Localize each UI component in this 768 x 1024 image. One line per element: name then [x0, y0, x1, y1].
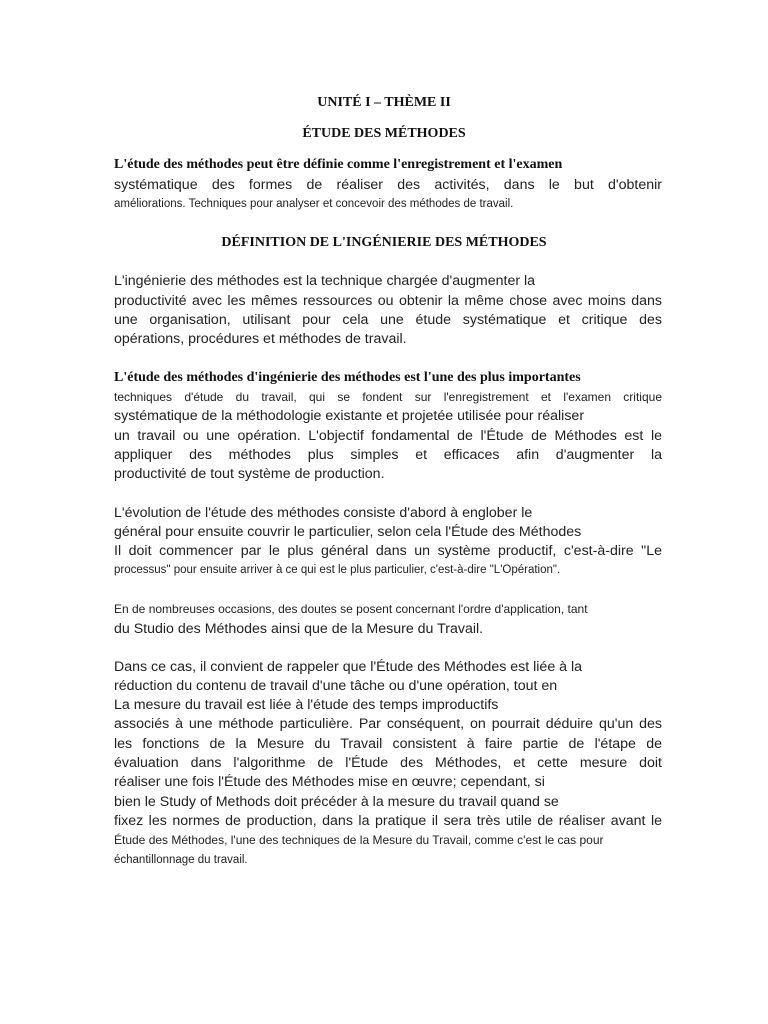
- paragraph-line: L'ingénierie des méthodes est la technique chargée d'augmenter la: [114, 273, 536, 289]
- unit-title: UNITÉ I – THÈME II: [317, 95, 451, 110]
- paragraph-line: La mesure du travail est liée à l'étude des temps improductifs: [114, 697, 499, 713]
- paragraph-line: techniques d'étude du travail, qui se fondent sur l'enregistrement et l'examen critique: [114, 390, 662, 404]
- paragraph-line: L'étude des méthodes d'ingénierie des méthodes est l'une des plus importantes: [114, 370, 581, 385]
- paragraph-line: L'évolution de l'étude des méthodes consiste d'abord à englober le: [114, 505, 533, 521]
- paragraph-line: opérations, procédures et méthodes de travail.: [114, 331, 407, 347]
- paragraph-line: Il doit commencer par le plus général dans un système productif, c'est-à-dire "Le: [114, 543, 662, 559]
- paragraph-line: bien le Study of Methods doit précéder à la mesure du travail quand se: [114, 794, 559, 810]
- paragraph-line: général pour ensuite couvrir le particulier, selon cela l'Étude des Méthodes: [114, 524, 582, 540]
- paragraph-line: systématique des formes de réaliser des activités, dans le but d'obtenir: [114, 177, 662, 193]
- paragraph-line: processus" pour ensuite arriver à ce qui est le plus particulier, c'est-à-dire "L'Opération".: [114, 564, 561, 576]
- paragraph-line: du Studio des Méthodes ainsi que de la Mesure du Travail.: [114, 621, 484, 637]
- paragraph-line: Étude des Méthodes, l'une des techniques de la Mesure du Travail, comme c'est le cas pour: [114, 833, 604, 847]
- paragraph-line: En de nombreuses occasions, des doutes se posent concernant l'ordre d'application, tant: [114, 602, 588, 616]
- paragraph-line: productivité de tout système de production.: [114, 466, 385, 482]
- paragraph-line: évaluation dans l'algorithme de l'Étude des Méthodes, et cette mesure doit: [114, 755, 662, 771]
- paragraph-line: un travail ou une opération. L'objectif fondamental de l'Étude de Méthodes est le: [114, 428, 662, 444]
- paragraph-line: échantillonnage du travail.: [114, 854, 248, 866]
- paragraph-line: systématique de la méthodologie existante et projetée utilisée pour réaliser: [114, 408, 585, 424]
- paragraph-line: productivité avec les mêmes ressources ou obtenir la même chose avec moins dans: [114, 293, 662, 309]
- paragraph-line: les fonctions de la Mesure du Travail consistent à faire partie de l'étape de: [114, 736, 662, 752]
- paragraph-line: appliquer des méthodes plus simples et efficaces afin d'augmenter la: [114, 447, 662, 463]
- definition-title: DÉFINITION DE L'INGÉNIERIE DES MÉTHODES: [221, 235, 547, 250]
- paragraph-line: L'étude des méthodes peut être définie comme l'enregistrement et l'examen: [114, 157, 563, 172]
- paragraph-line: réaliser une fois l'Étude des Méthodes mise en œuvre; cependant, si: [114, 774, 545, 790]
- paragraph-line: fixez les normes de production, dans la pratique il sera très utile de réaliser avant le: [114, 813, 662, 829]
- paragraph-line: améliorations. Techniques pour analyser et concevoir des méthodes de travail.: [114, 198, 514, 210]
- paragraph-line: réduction du contenu de travail d'une tâche ou d'une opération, tout en: [114, 678, 558, 694]
- paragraph-line: associés à une méthode particulière. Par conséquent, on pourrait déduire qu'un des: [114, 716, 662, 732]
- section-title: ÉTUDE DES MÉTHODES: [302, 126, 466, 141]
- paragraph-line: Dans ce cas, il convient de rappeler que l'Étude des Méthodes est liée à la: [114, 659, 583, 675]
- paragraph-line: une organisation, utilisant pour cela une étude systématique et critique des: [114, 312, 662, 328]
